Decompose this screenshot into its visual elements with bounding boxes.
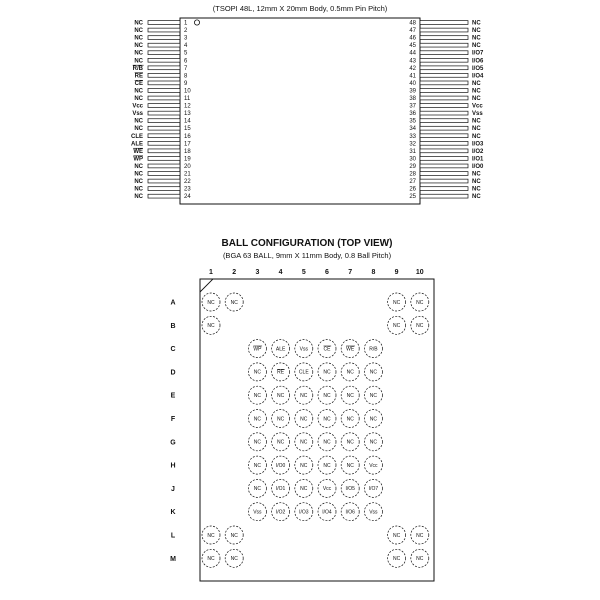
row-label: H [170,462,176,470]
ball-D7 [341,363,359,381]
pin-number: 33 [409,133,416,140]
ball-name: Vcc [369,462,378,469]
ball-A2 [225,293,243,311]
column-label: 1 [209,269,213,276]
ball-name: NC [253,439,262,446]
pin-number: 1 [184,20,188,27]
pin-number: 47 [409,28,416,35]
pin-number: 29 [409,163,416,170]
row-label: J [171,485,175,493]
ball-name: NC [369,393,378,399]
pin-number: 13 [184,111,191,118]
pin-number: 19 [184,156,191,163]
ball-J3 [248,479,266,497]
pin-number: 27 [409,179,416,186]
pin-name: WP [133,156,143,163]
ball-name: NC [416,323,424,330]
pin-number: 14 [184,118,191,125]
ball-L1 [202,526,220,544]
ball-E6 [318,386,336,404]
column-label: 9 [394,269,399,276]
column-label: 6 [325,269,329,276]
ball-C6 [318,340,336,358]
pin-name: I/O0 [472,163,484,170]
pin-name: NC [134,179,143,186]
ball-name: NC [207,532,215,539]
ball-L9 [388,526,406,544]
pin-name: NC [472,43,481,50]
ball-K7 [341,503,359,521]
pin-name: I/O1 [472,156,484,163]
pin-name: WE [133,148,143,155]
pin-name: NC [134,126,143,133]
ball-name: NC [207,556,215,563]
pin-number: 5 [184,50,188,57]
pin-name: NC [472,80,481,87]
ball-name: NC [230,299,238,306]
ball-name: NC [207,299,215,306]
pin-name: NC [134,96,143,102]
pin-number: 12 [184,103,191,110]
pin-number: 8 [184,73,188,80]
ball-F5 [295,410,313,428]
ball-name: I/O6 [345,509,355,516]
pin-name: I/O5 [472,65,484,72]
ball-K5 [295,503,313,521]
ball-D8 [364,363,382,381]
ball-D5 [295,363,313,381]
ball-name: Vcc [322,486,332,493]
pin-name: R/B [132,65,143,72]
ball-name: NC [323,416,331,423]
pin-number: 22 [184,179,191,186]
ball-name: NC [230,532,238,539]
ball-C8 [364,340,382,358]
ball-name: CE [323,346,331,353]
pin-number: 28 [409,171,416,178]
ball-B9 [388,316,406,334]
ball-D3 [248,363,266,381]
ball-name: NC [346,439,354,446]
pin-number: 18 [184,148,191,155]
pin-number: 20 [184,163,191,170]
ball-H6 [318,456,336,474]
pin-number: 16 [184,133,191,140]
pin-number: 26 [409,186,416,193]
pin-number: 31 [409,148,416,155]
pin-number: 34 [409,126,416,133]
pin-number: 11 [184,96,191,102]
ball-name: I/O2 [275,509,286,516]
pin-name: NC [472,88,481,95]
pin-number: 25 [409,194,416,201]
ball-L10 [411,526,429,544]
pin-number: 48 [409,20,416,27]
pin-number: 15 [184,126,191,133]
ball-name: NC [276,393,285,399]
ball-name: I/O7 [368,486,379,493]
row-label: F [170,416,176,423]
ball-name: WE [346,346,355,353]
ball-name: NC [416,299,424,306]
pin-name: NC [472,179,481,186]
row-label: E [170,392,176,400]
row-label: C [170,346,176,354]
ball-name: NC [346,393,354,399]
ball-H3 [248,456,266,474]
tsop-subtitle: (TSOPI 48L, 12mm X 20mm Body, 0.5mm Pin Pitch) [212,4,388,13]
pin-name: NC [472,28,481,35]
pin-name: NC [134,163,143,170]
ball-G4 [272,433,290,451]
pin-number: 45 [409,43,416,50]
pin-name: Vcc [132,103,143,110]
ball-name: CLE [298,369,309,376]
pin-name: NC [472,118,481,125]
ball-name: NC [346,416,354,423]
ball-name: NC [392,299,401,306]
ball-name: WP [253,346,262,353]
pin-name: NC [134,118,143,125]
ball-name: NC [346,369,354,376]
ball-name: I/O4 [322,509,332,516]
pin-name: NC [472,133,481,140]
ball-name: NC [300,416,308,423]
pin-name: I/O6 [472,58,484,65]
ball-H5 [295,456,313,474]
ball-name: NC [369,439,378,446]
ball-F8 [364,410,382,428]
ball-F3 [248,410,266,428]
ball-C3 [248,340,266,358]
pin-number: 37 [409,103,416,110]
ball-name: NC [276,439,285,446]
row-label: K [170,509,176,517]
column-label: 2 [232,269,237,276]
ball-name: NC [392,532,401,539]
pin-name: ALE [131,141,143,148]
pin-name: CE [134,80,143,87]
ball-E4 [272,386,290,404]
pin-number: 9 [184,80,188,87]
pin-name: CLE [131,133,143,140]
pin-name: I/O3 [472,141,484,148]
ball-name: RE [277,369,285,376]
pin-name: NC [134,28,143,35]
pin-number: 23 [184,186,191,193]
ball-name: NC [392,556,401,563]
pin-number: 32 [409,141,416,148]
ball-K6 [318,503,336,521]
ball-K4 [272,503,290,521]
ball-name: NC [300,393,308,399]
ball-name: NC [276,416,285,423]
pin-name: NC [134,20,143,27]
ball-E5 [295,386,313,404]
pin-number: 36 [409,111,416,118]
pin-number: 43 [409,58,416,65]
ball-E8 [364,386,382,404]
ball-M9 [388,549,406,567]
pin-number: 30 [409,156,416,163]
ball-name: NC [300,462,308,469]
pin-name: I/O4 [472,73,484,80]
pin-name: NC [134,171,143,178]
column-label: 8 [371,269,376,276]
pin-number: 4 [184,43,188,50]
ball-H8 [364,456,382,474]
ball-A9 [388,293,406,311]
pin-number: 24 [184,194,191,201]
pin-name: NC [472,35,481,42]
pin-name: NC [472,194,481,201]
ball-C5 [295,340,313,358]
ball-name: NC [323,439,331,446]
pin-name: NC [472,171,481,178]
pin-name: I/O7 [472,50,484,57]
ball-name: Vss [299,346,308,353]
ball-J7 [341,479,359,497]
ball-G5 [295,433,313,451]
pin-number: 40 [409,80,416,87]
ball-A10 [411,293,429,311]
ball-G3 [248,433,266,451]
pin-number: 35 [409,118,416,125]
pin-number: 17 [184,141,191,148]
ball-name: NC [392,323,401,330]
ball-K8 [364,503,382,521]
ball-name: NC [323,462,331,469]
ball-name: Vss [253,509,262,516]
ball-C4 [272,340,290,358]
ball-G6 [318,433,336,451]
ball-name: Vss [369,509,378,516]
pin-number: 10 [184,88,191,95]
ball-G7 [341,433,359,451]
pin-name: Vss [132,111,143,118]
ball-name: NC [230,556,238,563]
column-label: 10 [415,269,424,276]
ball-name: NC [369,416,378,423]
ball-K3 [248,503,266,521]
ball-name: NC [253,369,262,376]
ball-name: NC [253,416,262,423]
ball-E7 [341,386,359,404]
pin-number: 44 [409,50,416,57]
row-label: D [170,369,176,377]
pin-number: 3 [184,35,188,42]
ball-B10 [411,316,429,334]
row-label: G [170,439,176,447]
pin-number: 42 [409,65,416,72]
ball-name: I/O3 [299,509,309,516]
ball-H4 [272,456,290,474]
ball-name: I/O5 [345,486,355,493]
row-label: M [170,555,176,563]
ball-name: NC [346,462,354,469]
bga-title: BALL CONFIGURATION (TOP VIEW) [221,238,393,249]
ball-L2 [225,526,243,544]
pin-number: 6 [184,58,188,65]
ball-name: NC [323,393,331,399]
ball-name: NC [253,462,262,469]
pin-name: NC [134,43,143,50]
pin-name: RE [134,73,143,80]
pin-name: Vcc [472,103,483,110]
ball-M2 [225,549,243,567]
ball-J4 [272,479,290,497]
row-label: B [170,322,176,330]
ball-name: NC [300,486,308,493]
ball-name: NC [416,532,424,539]
pin-number: 46 [409,35,416,42]
pin-name: NC [134,88,143,95]
pin-name: NC [472,126,481,133]
ball-name: NC [323,369,331,376]
ball-H7 [341,456,359,474]
ball-M10 [411,549,429,567]
column-label: 5 [301,269,306,276]
pin-number: 41 [409,73,416,80]
ball-name: NC [253,393,262,399]
ball-name: NC [300,439,308,446]
ball-E3 [248,386,266,404]
pin-number: 38 [409,96,416,102]
ball-C7 [341,340,359,358]
pin-number: 7 [184,65,188,72]
ball-F7 [341,410,359,428]
ball-name: NC [253,486,262,493]
pin-name: NC [472,96,481,102]
pin-number: 21 [184,171,191,178]
ball-J8 [364,479,382,497]
column-label: 3 [255,269,260,276]
ball-name: R/B [369,346,378,353]
bga-column-labels [209,269,424,276]
ball-name: I/O1 [275,486,286,493]
ball-M1 [202,549,220,567]
pin-name: NC [134,50,143,57]
ball-G8 [364,433,382,451]
pin-name: NC [134,186,143,193]
ball-D4 [272,363,290,381]
ball-J6 [318,479,336,497]
pin-name: NC [472,20,481,27]
ball-B1 [202,316,220,334]
ball-D6 [318,363,336,381]
ball-name: ALE [275,346,286,353]
pin-number: 2 [184,28,188,35]
column-label: 7 [348,269,353,276]
column-label: 4 [278,269,283,276]
pin-name: NC [134,35,143,42]
ball-name: NC [416,556,424,563]
bga-row-labels [170,300,176,563]
ball-name: I/O0 [275,462,286,469]
row-label: L [170,532,176,540]
pin-name: Vss [472,111,483,118]
ball-A1 [202,293,220,311]
pin-name: NC [134,58,143,65]
row-label: A [170,299,176,307]
pin-name: NC [472,186,481,193]
ball-F4 [272,410,290,428]
pin-name: I/O2 [472,148,484,155]
ball-name: NC [369,369,378,376]
ball-J5 [295,479,313,497]
pin-number: 39 [409,88,416,95]
bga-subtitle: (BGA 63 BALL, 9mm X 11mm Body, 0.8 Ball Pitch) [222,251,392,260]
pin-name: NC [134,194,143,201]
ball-name: NC [207,323,215,330]
ball-F6 [318,410,336,428]
